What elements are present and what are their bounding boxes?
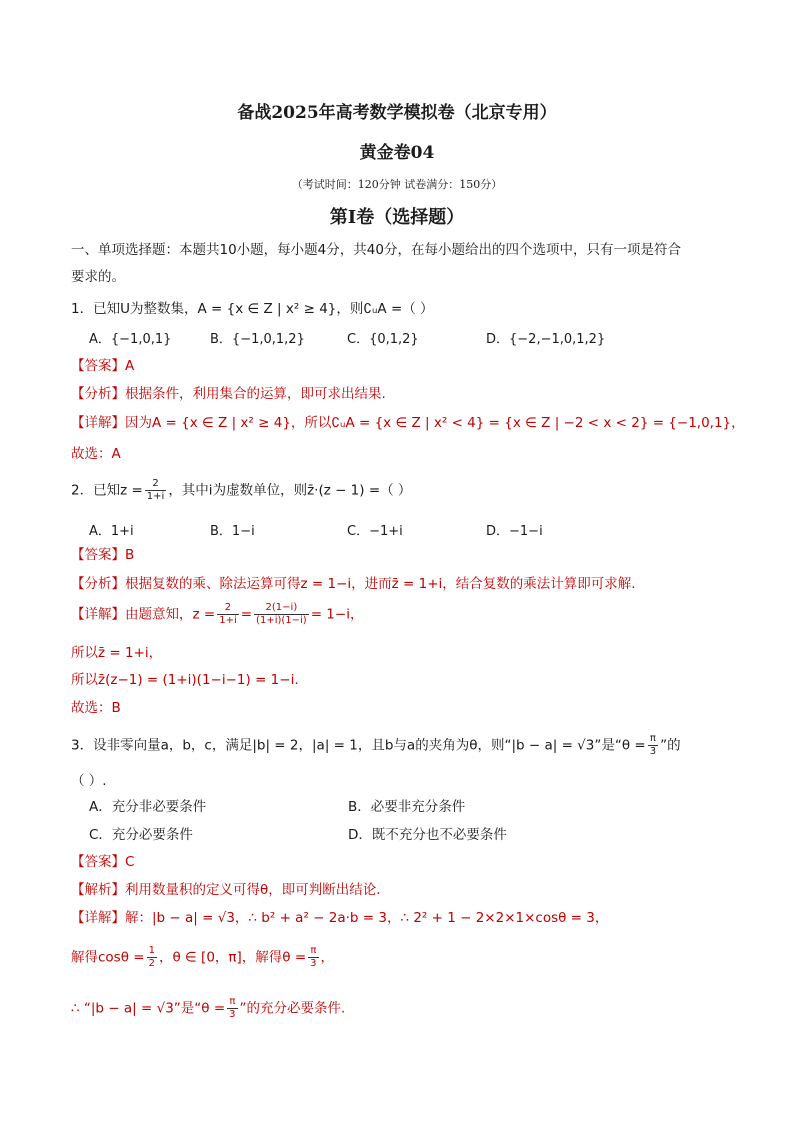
q2-answer bbox=[71, 545, 134, 565]
answer-tag: 【答案】 bbox=[71, 547, 125, 563]
q2-detail bbox=[71, 602, 363, 627]
q2-detail-post: = 1−i， bbox=[310, 606, 364, 623]
detail-tag: 【详解】 bbox=[71, 910, 125, 926]
fraction-denominator: 1+i bbox=[219, 615, 237, 626]
q3-line2-fraction-1 bbox=[147, 945, 157, 970]
q1-option-d: D．{−2,−1,0,1,2} bbox=[486, 332, 606, 347]
q2-stem-fraction bbox=[145, 478, 167, 503]
q2-analysis bbox=[71, 574, 636, 594]
answer-tag: 【答案】 bbox=[71, 854, 125, 870]
analysis-tag: 【分析】 bbox=[71, 576, 125, 592]
q3-detail-line-3 bbox=[71, 996, 345, 1021]
fraction-numerator: 2 bbox=[217, 602, 239, 615]
q1-analysis-text: 根据条件，利用集合的运算，即可求出结果. bbox=[125, 386, 386, 402]
part-title: 第I卷（选择题） bbox=[329, 207, 465, 228]
q1-option-a: A．{−1,0,1} bbox=[89, 332, 172, 347]
answer-tag: 【答案】 bbox=[71, 358, 125, 374]
q1-conclusion: 故选：A bbox=[71, 446, 121, 462]
q2-detail-fraction-1 bbox=[217, 602, 239, 627]
section-instructions-cont: 要求的。 bbox=[71, 269, 125, 285]
fraction-denominator: 3 bbox=[649, 746, 657, 757]
q2-conclusion: 故选：B bbox=[71, 700, 121, 716]
q3-option-d: D．既不充分也不必要条件 bbox=[348, 827, 507, 843]
q1-option-c: C．{0,1,2} bbox=[347, 332, 419, 347]
q3-detail-line-2 bbox=[71, 945, 334, 970]
q2-detail-line-2: 所以z̄ = 1+i， bbox=[71, 645, 163, 661]
q3-detail-text: 解：|b − a| = √3，∴ b² + a² − 2a·b = 3，∴ 2² + 1 − 2×2×1×cosθ = 3， bbox=[125, 910, 609, 926]
document-subtitle: 黄金卷04 bbox=[359, 143, 435, 163]
q3-stem-pre: 3．设非零向量a，b，c，满足|b| = 2，|a| = 1，且b与a的夹角为θ，则“|b − a| = √3”是“θ = bbox=[71, 737, 646, 754]
q2-option-d: D．−1−i bbox=[486, 524, 543, 539]
fraction-denominator: 3 bbox=[310, 958, 317, 969]
fraction-numerator: π bbox=[227, 996, 237, 1009]
fraction-denominator: (1+i)(1−i) bbox=[256, 615, 307, 626]
q2-analysis-text: 根据复数的乘、除法运算可得z = 1−i，进而z̄ = 1+i，结合复数的乘法计算即可求解. bbox=[125, 576, 636, 592]
q2-option-b: B．1−i bbox=[210, 524, 255, 539]
q3-answer-value: C bbox=[125, 854, 135, 870]
fraction-numerator: π bbox=[308, 945, 318, 958]
equals-sign: = bbox=[240, 606, 253, 623]
detail-tag: 【详解】 bbox=[71, 606, 125, 623]
q3-stem bbox=[71, 733, 681, 758]
q2-answer-value: B bbox=[125, 547, 135, 563]
q1-option-b: B．{−1,0,1,2} bbox=[210, 332, 305, 347]
fraction-numerator: 2(1−i) bbox=[254, 602, 309, 615]
q2-option-a: A．1+i bbox=[89, 524, 134, 539]
q3-line2-pre: 解得cosθ = bbox=[71, 949, 145, 966]
q3-option-a: A．充分非必要条件 bbox=[89, 799, 207, 815]
q3-stem-line-2: （ ）. bbox=[71, 773, 107, 789]
q3-line3-post: ”的充分必要条件. bbox=[239, 1000, 346, 1017]
q1-answer-value: A bbox=[125, 358, 135, 374]
q3-option-b: B．必要非充分条件 bbox=[348, 799, 466, 815]
q3-line3-fraction bbox=[227, 996, 237, 1021]
fraction-denominator: 2 bbox=[148, 958, 155, 969]
q3-answer bbox=[71, 852, 134, 872]
exam-info: （考试时间：120分钟 试卷满分：150分） bbox=[291, 178, 503, 191]
fraction-numerator: 1 bbox=[148, 945, 155, 956]
q3-jiexi bbox=[71, 880, 381, 900]
section-instructions: 一、单项选择题：本题共10小题，每小题4分，共40分，在每小题给出的四个选项中，只有一项是符合 bbox=[71, 242, 681, 258]
q2-option-c: C．−1+i bbox=[347, 524, 403, 539]
q2-stem bbox=[71, 478, 411, 503]
q3-stem-fraction bbox=[648, 733, 658, 758]
q3-line2-mid: ，θ ∈ [0，π]，解得θ = bbox=[158, 949, 307, 966]
q3-line2-post: ， bbox=[320, 949, 335, 966]
detail-tag: 【详解】 bbox=[71, 415, 125, 431]
q2-stem-post: ，其中i为虚数单位，则z̄·(z − 1) =（ ） bbox=[168, 482, 412, 499]
q3-detail bbox=[71, 908, 608, 928]
q2-detail-fraction-2 bbox=[254, 602, 309, 627]
q1-detail bbox=[71, 413, 745, 433]
fraction-numerator: π bbox=[648, 733, 658, 746]
q3-option-c: C．充分必要条件 bbox=[89, 827, 193, 843]
fraction-denominator: 3 bbox=[229, 1009, 236, 1020]
fraction-numerator: 2 bbox=[145, 478, 167, 491]
q1-analysis bbox=[71, 384, 386, 404]
document-title: 备战2025年高考数学模拟卷（北京专用） bbox=[237, 103, 557, 123]
q1-answer bbox=[71, 356, 134, 376]
q2-stem-pre: 2．已知z = bbox=[71, 482, 143, 499]
q2-detail-line-3: 所以z̄(z−1) = (1+i)(1−i−1) = 1−i. bbox=[71, 672, 299, 688]
q3-line2-fraction-2 bbox=[308, 945, 318, 970]
fraction-denominator: 1+i bbox=[146, 491, 165, 502]
q3-jiexi-text: 利用数量积的定义可得θ，即可判断出结论. bbox=[125, 882, 381, 898]
q3-stem-post: ”的 bbox=[660, 737, 681, 754]
q1-stem: 1．已知U为整数集，A = {x ∈ Z | x² ≥ 4}，则∁ᵤA =（ ） bbox=[71, 301, 434, 317]
q3-line3-pre: ∴ “|b − a| = √3”是“θ = bbox=[71, 1000, 226, 1017]
jiexi-tag: 【解析】 bbox=[71, 882, 125, 898]
q2-detail-pre: 由题意知，z = bbox=[125, 606, 216, 623]
analysis-tag: 【分析】 bbox=[71, 386, 125, 402]
q1-detail-text: 因为A = {x ∈ Z | x² ≥ 4}，所以∁ᵤA = {x ∈ Z | x² < 4} = {x ∈ Z | −2 < x < 2} = {−1,0,1}， bbox=[125, 415, 745, 431]
